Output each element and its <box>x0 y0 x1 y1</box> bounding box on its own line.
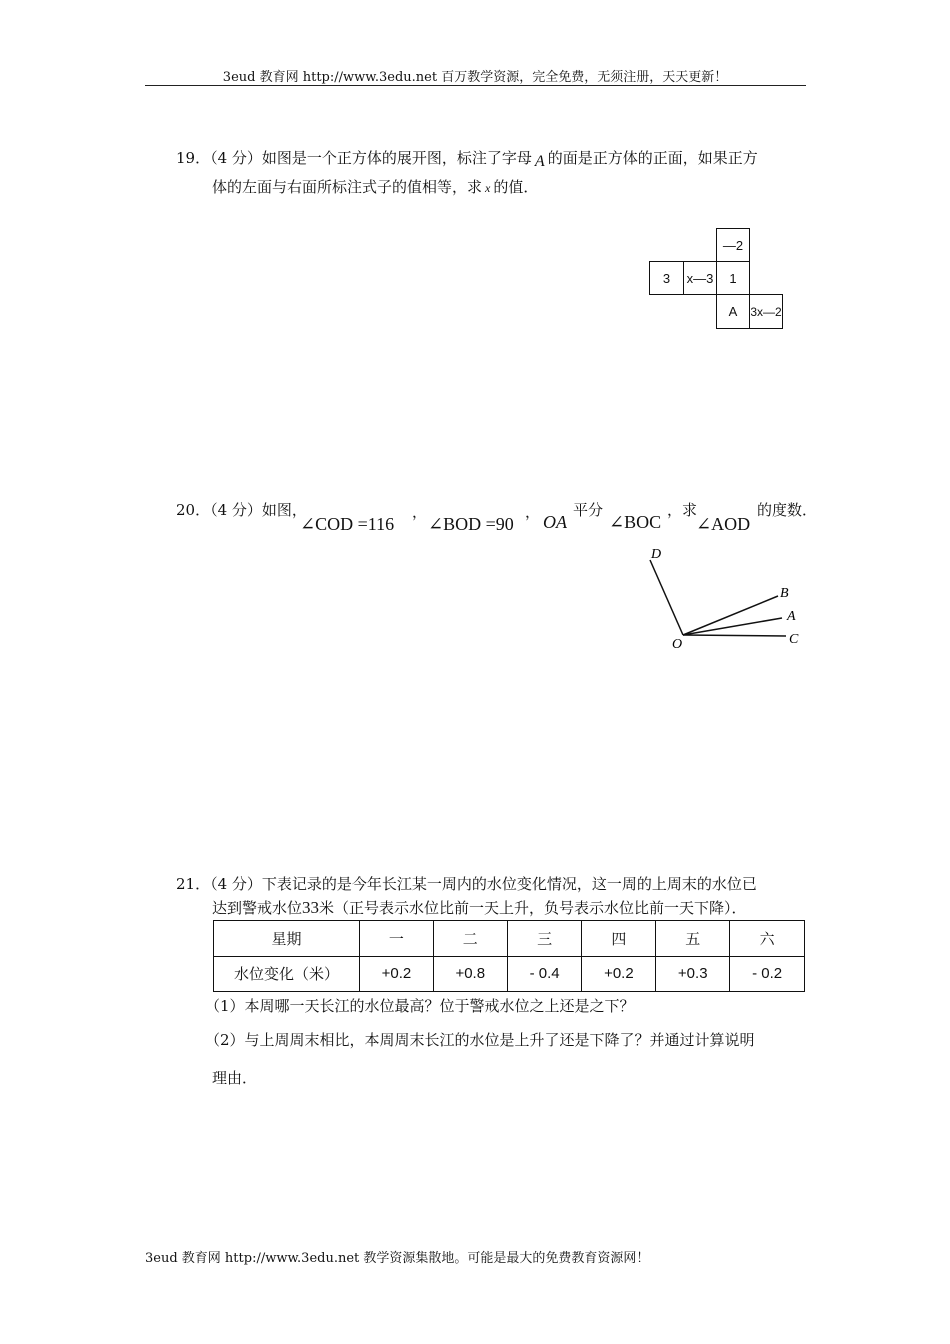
table-row-label: 水位变化（米） <box>214 956 360 992</box>
q20-prefix: 20．（4 分）如图， <box>176 501 307 519</box>
q19-text-a: 19．（4 分）如图是一个正方体的展开图，标注了字母 <box>176 149 532 167</box>
table-header-cell: 三 <box>507 921 582 957</box>
table-cell: +0.8 <box>433 956 507 992</box>
label-a: A <box>787 609 796 624</box>
table-cell: - 0.4 <box>507 956 582 992</box>
table-header-cell: 星期 <box>214 921 360 957</box>
net-face-front: A <box>716 294 750 329</box>
q21-sub2-line2: 理由． <box>212 1069 258 1087</box>
q20-bisect: 平分 <box>573 501 604 519</box>
label-o: O <box>672 637 683 652</box>
q19-var-x: x <box>485 181 491 195</box>
q19-line2 <box>212 177 538 198</box>
q20-suffix: 的度数． <box>757 501 818 519</box>
q20-angle-bod: ∠BOD =90 <box>428 514 514 534</box>
q19-text-c: 体的左面与右面所标注式子的值相等，求 <box>212 178 483 196</box>
label-d: D <box>651 547 662 562</box>
table-header-cell: 六 <box>730 921 805 957</box>
q20-angle-boc: ∠BOC <box>609 512 662 532</box>
angle-figure <box>630 540 810 660</box>
q19-var-a: A <box>534 153 545 170</box>
net-face-mid-left: x—3 <box>683 261 717 295</box>
q20-comma2: ， <box>525 503 541 521</box>
q21-text-b: 米（正号表示水位比前一天上升，负号表示水位比前一天下降）． <box>319 899 747 917</box>
net-face-left: 3 <box>649 261 684 295</box>
water-level-table <box>213 920 805 992</box>
page-footer: 3eud 教育网 http://www.3edu.net 教学资源集散地。可能是最大的免费教育资源网！ <box>145 1251 650 1266</box>
table-row <box>214 956 805 992</box>
table-cell: +0.3 <box>656 956 730 992</box>
ray-oa <box>683 618 782 635</box>
q19-text-b: 的面是正方体的正面，如果正方 <box>547 149 758 167</box>
q21-line1: 21．（4 分）下表记录的是今年长江某一周内的水位变化情况，这一周的上周末的水位已 <box>176 875 757 893</box>
q21-sub2-line1: （2）与上周周末相比，本周周末长江的水位是上升了还是下降了？并通过计算说明 <box>205 1031 755 1049</box>
page-header: 3eud 教育网 http://www.3edu.net 百万教学资源，完全免费，无须注册，天天更新！ <box>222 70 728 85</box>
q20-angle-aod: ∠AOD <box>696 514 751 534</box>
table-header-cell: 四 <box>582 921 656 957</box>
table-cell: +0.2 <box>582 956 656 992</box>
table-header-cell: 一 <box>360 921 434 957</box>
table-header-row <box>214 921 805 957</box>
q19-text-d: 的值． <box>493 178 539 196</box>
q19-line1 <box>176 148 758 169</box>
ray-oc <box>683 635 786 636</box>
header-rule <box>145 85 806 86</box>
q20-comma1: ， <box>412 503 428 521</box>
q20-ask: ，求 <box>667 501 698 519</box>
q20-angle-cod: ∠COD =116 <box>300 514 395 534</box>
table-header-cell: 五 <box>656 921 730 957</box>
ray-od <box>650 560 683 635</box>
table-header-cell: 二 <box>433 921 507 957</box>
net-face-bottom-right: 3x—2 <box>749 294 783 329</box>
label-c: C <box>789 632 799 647</box>
q21-sub1: （1）本周哪一天长江的水位最高？位于警戒水位之上还是之下？ <box>205 997 635 1015</box>
label-b: B <box>780 586 789 601</box>
q21-line2 <box>212 898 747 918</box>
ray-ob <box>683 596 778 635</box>
table-cell: - 0.2 <box>730 956 805 992</box>
q21-warning-level: 33 <box>302 898 320 917</box>
q21-text-a: 达到警戒水位 <box>212 899 303 917</box>
q20-ray-oa: OA <box>543 512 567 532</box>
table-cell: +0.2 <box>360 956 434 992</box>
net-face-center: 1 <box>716 261 750 295</box>
net-face-top: —2 <box>716 228 750 262</box>
